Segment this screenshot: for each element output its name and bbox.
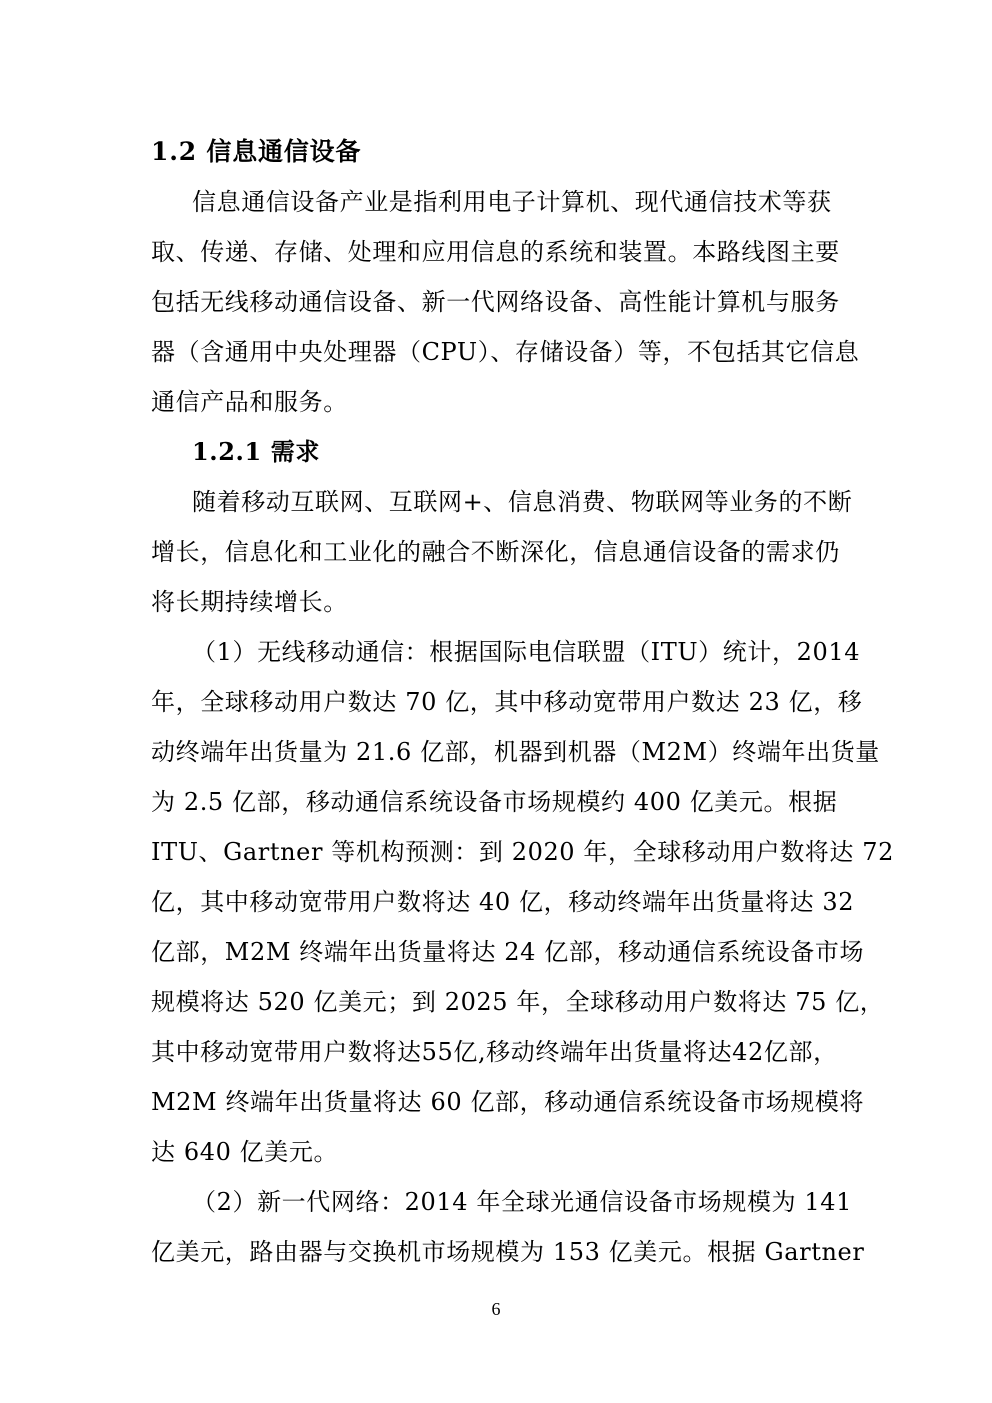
paragraph-line: 年，全球移动用户数达 70 亿，其中移动宽带用户数达 23 亿，移: [151, 688, 863, 716]
paragraph-line: （2）新一代网络：2014 年全球光通信设备市场规模为 141: [192, 1188, 853, 1216]
section-heading: 1.2 信息通信设备: [151, 137, 362, 166]
page-number: 6: [491, 1299, 501, 1319]
paragraph-line: 亿，其中移动宽带用户数将达 40 亿，移动终端年出货量将达 32: [151, 888, 855, 916]
paragraph-line: 动终端年出货量为 21.6 亿部，机器到机器（M2M）终端年出货量: [151, 738, 880, 766]
paragraph-line: 为 2.5 亿部，移动通信系统设备市场规模约 400 亿美元。根据: [151, 788, 838, 816]
page-footer: [0, 1297, 992, 1321]
paragraph-line: 达 640 亿美元。: [151, 1138, 339, 1166]
paragraph-line: 增长，信息化和工业化的融合不断深化，信息通信设备的需求仍: [151, 538, 840, 566]
paragraph-line: 信息通信设备产业是指利用电子计算机、现代通信技术等获: [192, 188, 832, 216]
paragraph-line: 规模将达 520 亿美元；到 2025 年，全球移动用户数将达 75 亿，: [151, 988, 885, 1016]
subsection-heading: 1.2.1 需求: [192, 437, 320, 466]
paragraph-line: M2M 终端年出货量将达 60 亿部，移动通信系统设备市场规模将: [151, 1088, 865, 1116]
paragraph-line: 其中移动宽带用户数将达55亿,移动终端年出货量将达42亿部，: [151, 1038, 838, 1066]
paragraph-line: （1）无线移动通信：根据国际电信联盟（ITU）统计，2014: [192, 638, 861, 666]
paragraph-line: 通信产品和服务。: [151, 388, 348, 416]
paragraph-line: 取、传递、存储、处理和应用信息的系统和装置。本路线图主要: [151, 238, 840, 266]
paragraph-line: 器（含通用中央处理器（CPU）、存储设备）等，不包括其它信息: [151, 338, 860, 366]
paragraph-line: 亿美元，路由器与交换机市场规模为 153 亿美元。根据 Gartner: [151, 1238, 865, 1266]
paragraph-line: 将长期持续增长。: [151, 588, 348, 616]
paragraph-line: 亿部，M2M 终端年出货量将达 24 亿部，移动通信系统设备市场: [151, 938, 865, 966]
paragraph-line: 随着移动互联网、互联网+、信息消费、物联网等业务的不断: [192, 488, 853, 516]
paragraph-line: ITU、Gartner 等机构预测：到 2020 年，全球移动用户数将达 72: [151, 838, 894, 866]
paragraph-line: 包括无线移动通信设备、新一代网络设备、高性能计算机与服务: [151, 288, 840, 316]
